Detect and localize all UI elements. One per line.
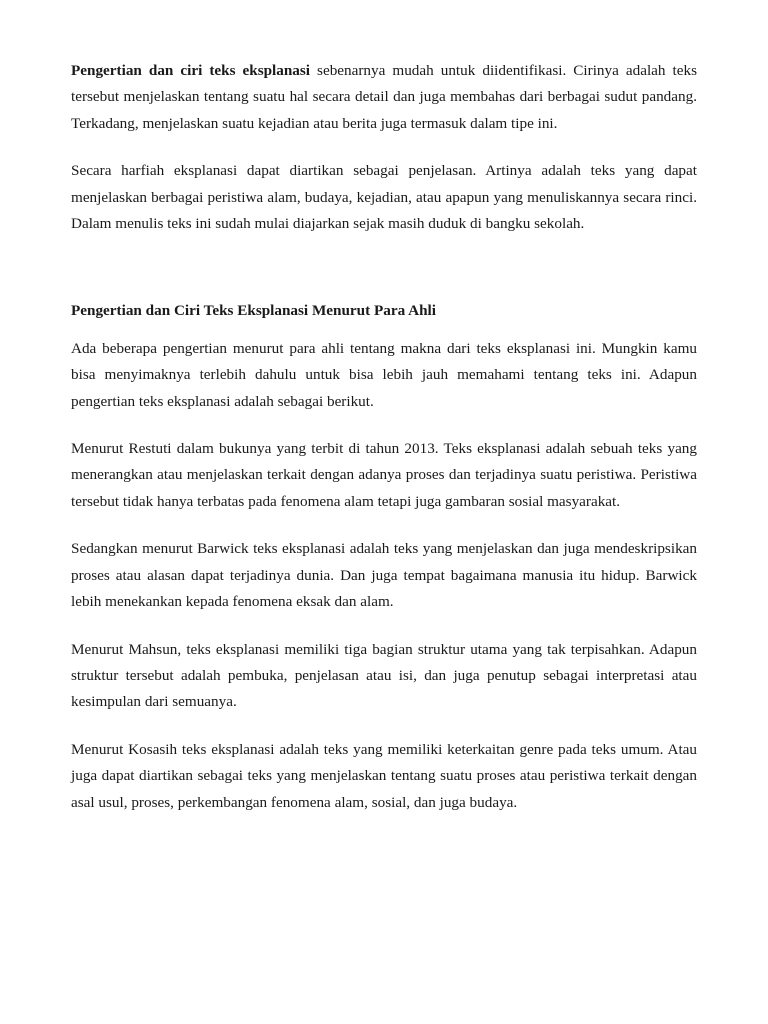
paragraph-restuti: Menurut Restuti dalam bukunya yang terbit di tahun 2013. Teks eksplanasi adalah sebuah teks yang menerangkan atau menjelaskan terkait dengan adanya proses dan terjadinya suatu peristiwa. Peristiwa tersebut tidak hanya terbatas pada fenomena alam tetapi juga gambaran sosial masyarakat.: [71, 440, 697, 510]
paragraph-barwick: Sedangkan menurut Barwick teks eksplanasi adalah teks yang menjelaskan dan juga mendeskripsikan proses atau alasan dapat terjadinya dunia. Dan juga tempat bagaimana manusia itu hidup. Barwick lebih menekankan kepada fenomena eksak dan alam.: [71, 540, 697, 611]
section-heading: Pengertian dan Ciri Teks Eksplanasi Menurut Para Ahli: [71, 302, 436, 320]
document-page: [71, 58, 697, 816]
intro-paragraph: [71, 58, 697, 137]
intro-text: sebenarnya mudah untuk diidentifikasi. Cirinya adalah teks tersebut menjelaskan tentang suatu hal secara detail dan juga membahas dari berbagai sudut pandang. Terkadang, menjelaskan suatu kejadian atau berita juga termasuk dalam tipe ini.: [71, 62, 697, 132]
paragraph-mahsun: Menurut Mahsun, teks eksplanasi memiliki tiga bagian struktur utama yang tak terpisahkan. Adapun struktur tersebut adalah pembuka, penjelasan atau isi, dan juga penutup sebagai interpretasi atau kesimpulan dari semuanya.: [71, 640, 697, 711]
paragraph-para-ahli: Ada beberapa pengertian menurut para ahli tentang makna dari teks eksplanasi ini. Mungkin kamu bisa menyimaknya terlebih dahulu untuk bisa lebih jauh memahami tentang teks ini. Adapun pengertian teks eksplanasi adalah sebagai berikut.: [71, 339, 697, 410]
paragraph-harfiah: Secara harfiah eksplanasi dapat diartikan sebagai penjelasan. Artinya adalah teks yang dapat menjelaskan berbagai peristiwa alam, budaya, kejadian, atau apapun yang menuliskannya secara rinci. Dalam menulis teks ini sudah mulai diajarkan sejak masih duduk di bangku sekolah.: [71, 162, 697, 233]
paragraph-kosasih: Menurut Kosasih teks eksplanasi adalah teks yang memiliki keterkaitan genre pada teks umum. Atau juga dapat diartikan sebagai teks yang menjelaskan tentang suatu proses atau peristiwa terkait dengan asal usul, proses, perkembangan fenomena alam, sosial, dan juga budaya.: [71, 740, 697, 811]
intro-bold-lead: Pengertian dan ciri teks eksplanasi: [71, 62, 311, 79]
